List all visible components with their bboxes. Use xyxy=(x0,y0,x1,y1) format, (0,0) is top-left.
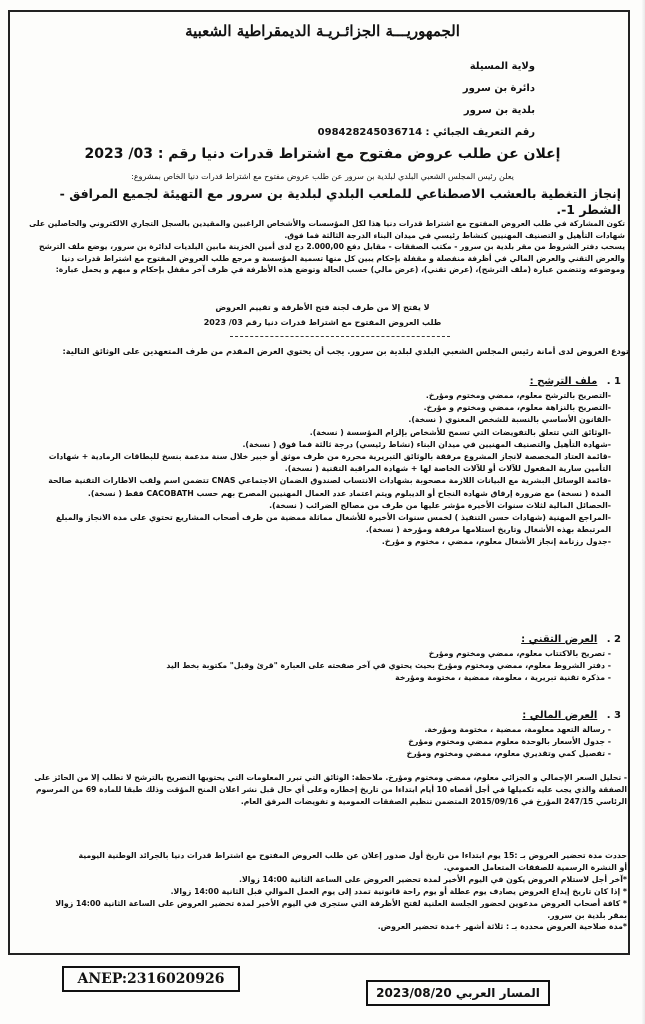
tax-id-line: رقم التعريف الجبائي : 098428245036714 xyxy=(317,127,535,138)
section-number: 1 . xyxy=(606,376,621,387)
closing-line: *آخر أجل لاستلام العروض يكون في اليوم الأخير لمدة تحضير العروض على الساعة الثانية 14:00 زوالا. xyxy=(239,874,627,884)
list-item: -المراجع المهنية (شهادات حسن التنفيذ ) لخمس سنوات الأخيرة للأشغال مماثلة ممضية من طرف أصحاب المشاريع تحتوي على مدة الانجاز والمبلغ المرتبطة بهذه الأشغال وتاريخ استلامها مرفقة ومؤرخة ( نسخة). xyxy=(56,513,611,535)
closing-block xyxy=(29,850,627,933)
closing-line: * إذا كان تاريخ إيداع العروض يصادف يوم عطلة أو يوم راحة قانونية تمدد إلى يوم العمل الموالي قبل الثانية 14:00 زوالا. xyxy=(170,886,627,896)
list-item: - تفصيل كمي وتقديري معلوم، ممضي ومختوم ومؤرخ xyxy=(406,749,611,759)
closing-line: أو النشرة الرسمية للصفقات المتعامل العمومي. xyxy=(443,862,627,872)
newspaper-date: المسار العربي 2023/08/20 xyxy=(366,980,550,1006)
list-item: - تصريح بالاكتتاب معلوم، ممضي ومختوم ومؤرخ xyxy=(428,649,611,658)
announcement-title: إعلان عن طلب عروض مفتوح مع اشتراط قدرات دنيا رقم : 03/ 2023 xyxy=(84,146,561,162)
section-financial-offer xyxy=(35,708,625,761)
list-item: -التصريح بالنزاهة معلوم، ممضي ومختوم و مؤرخ. xyxy=(423,403,611,413)
candidacy-items xyxy=(35,390,625,549)
announcement-subtitle: يعلن رئيس المجلس الشعبي البلدي لبلدية بن سرور عن طلب عروض مفتوح مع اشتراط قدرات دنيا الخاص بمشروع: xyxy=(131,172,514,181)
envelope-reference: طلب العروض المفتوح مع اشتراط قدرات دنيا رقم 03/ 2023 xyxy=(203,318,442,327)
list-item: -التصريح بالترشح معلوم، ممضي ومختوم ومؤرخ. xyxy=(425,391,611,400)
participation-text: تكون المشاركة في طلب العروض المفتوح مع اشتراط قدرات دنيا هذا لكل المؤسسات والأشخاص الراغبين والمقيدين بالسجل التجاري الالكتروني والحاصلين على شهادات التأهيل و التصنيف المهنيين كنشاط رئيسي في ميدان البناء الدرجة الثالثة فما فوق. xyxy=(29,219,625,240)
section-label: ملف الترشح : xyxy=(529,376,598,387)
republic-header: الجمهوريـــة الجزائـريـة الديمقراطية الشعبية xyxy=(185,22,460,40)
closing-line: *مدة صلاحية العروض محددة بـ : ثلاثة أشهر +مدة تحضير العروض. xyxy=(377,922,627,932)
list-item: -قائمة الوسائل البشرية مع البيانات اللازمة مصحوبة بشهادات الانتساب لصندوق الضمان الاجتماعي CNAS تتضمن اسم ولقب الاطارات التقنية صالحة المدة ( نسخة) مع ضرورة إرفاق شهادة النجاح أو الديبلوم ويتم اعتماد عدد العمال المهنيين المصرح بهم حسب CACOBATH فقط ( نسخة). xyxy=(48,476,611,498)
list-item: -الحصائل المالية لثلاث سنوات الأخيرة مؤشر عليها من طرف من مصالح الضرائب ( نسخة). xyxy=(269,500,611,510)
wilaya-line: ولاية المسيلة xyxy=(469,61,535,72)
closing-line: بمقر بلدية بن سرور. xyxy=(547,910,627,920)
dashed-divider xyxy=(230,336,450,337)
list-item: - جدول الأسعار بالوحدة معلوم ممضي ومختوم ومؤرخ xyxy=(408,737,611,747)
list-item: -جدول رزنامة إنجاز الأشغال معلوم، ممضي ، مختوم و مؤرخ. xyxy=(381,537,611,547)
scan-edge xyxy=(641,0,645,1024)
financial-items xyxy=(35,724,625,761)
daira-line: دائرة بن سرور xyxy=(462,83,535,94)
list-item: - مذكرة تقنية تبريرية ، معلومة، ممضية ، مختومة ومؤرخة xyxy=(395,673,611,683)
note-paragraph: - تحليل السعر الإجمالي و الجزائي معلوم، ممضي ومختوم ومؤرخ. ملاحظة: الوثائق التي تبرر المعلومات التي يحتويها التصريح بالترشح لا تطلب إلا من الحائز على الصفقة والذي يجب عليه تكميلها في أجل أقصاه 10 أيام ابتداءا من تاريخ إخطاره وعلى أي حال قبل نشر اعلان المنح المؤقت وذلك طبقا للمادة 69 من المرسوم الرئاسي 247/15 المؤرخ في 2015/09/16 المتضمن تنظيم الصفقات العمومية و تفويضات المرفق العام. xyxy=(34,773,627,806)
section-label: العرض المالي : xyxy=(522,710,598,721)
list-item: -الوثائق التي تتعلق بالتفويضات التي تسمح للأشخاص بإلزام المؤسسة ( نسخة). xyxy=(309,427,611,437)
section-label: العرض التقني : xyxy=(521,634,598,645)
list-item: - دفتر الشروط معلوم، ممضي ومختوم ومؤرخ بحيث يحتوي في آخر صفحته على العبارة "قرئ وقبل" مكتوبة بخط اليد xyxy=(166,661,611,671)
list-item: -القانون الأساسي بالنسبة للشخص المعنوي ( نسخة). xyxy=(408,415,611,425)
submission-intro: تودع العروض لدى أمانة رئيس المجلس الشعبي البلدي لبلدية بن سرور. يجب أن يحتوي العرض المقدم من طرف المتعهدين على الوثائق التالية: xyxy=(62,346,629,356)
section-candidacy xyxy=(35,374,625,549)
technical-items xyxy=(35,648,625,685)
withdrawal-text: يسحب دفتر الشروط من مقر بلدية بن سرور - مكتب الصفقات - مقابل دفع 2.000,00 دج لدى أمين الخزينة مابين البلديات لدائرة بن سرور، يوضع ملف الترشح والعرض التقني والعرض المالي في أظرفة منفصلة و مقفلة بإحكام يبين كل منها تسمية المؤسسة و مرجع طلب العروض المفتوح مع اشتراط قدرات دنيا وموضوعه وتتضمن عبارة (ملف الترشح)، (عرض تقني)، (عرض مالي) حسب الحالة وتوضع هذه الأظرفة في ظرف آخر مقفل بإحكام و مبهم و يحمل عبارة: xyxy=(38,242,625,275)
section-number: 2 . xyxy=(606,634,621,645)
closing-line: * كافة أصحاب العروض مدعوين لحضور الجلسة العلنية لفتح الأظرفة التي ستجرى في اليوم الأخير لمدة تحضير العروض على الساعة الثانية 14:00 زوالا xyxy=(55,898,627,908)
project-title: إنجاز التغطية بالعشب الاصطناعي للملعب البلدي لبلدية بن سرور مع التهيئة لجميع المرافق - الشطر 1-. xyxy=(59,186,621,217)
administrative-block xyxy=(235,56,535,144)
list-item: - رسالة التعهد معلومة، ممضية ، مختومة ومؤرخة. xyxy=(424,725,611,734)
list-item: -شهادة التأهيل والتصنيف المهنيين في ميدان البناء (نشاط رئيسي) درجة ثالثة فما فوق ( نسخة). xyxy=(242,439,611,449)
closing-line: حددت مدة تحضير العروض بـ :15 يوم ابتداءا من تاريخ أول صدور إعلان عن طلب العروض المفتوح مع اشتراط قدرات دنيا بالجرائد الوطنية اليومية xyxy=(78,851,627,860)
section-number: 3 . xyxy=(606,710,621,721)
commune-line: بلدية بن سرور xyxy=(463,105,535,116)
anep-code: ANEP:2316020926 xyxy=(62,966,240,992)
section-technical-offer xyxy=(35,632,625,685)
envelope-notice: لا يفتح إلا من طرف لجنة فتح الأظرفة و تقييم العروض xyxy=(215,303,430,312)
participation-paragraph xyxy=(27,218,625,276)
list-item: -قائمة العتاد المخصصة لانجاز المشروع مرفقة بالوثائق التبريرية محررة من طرف موثق أو خبير خلال سنة مدعمة بنسخ للبطاقات الرمادية + شهادات التأمين سارية المفعول للآلات أو للآلات الخاصة لها + شهادة المراقبة التقنية ( نسخة). xyxy=(48,452,611,474)
